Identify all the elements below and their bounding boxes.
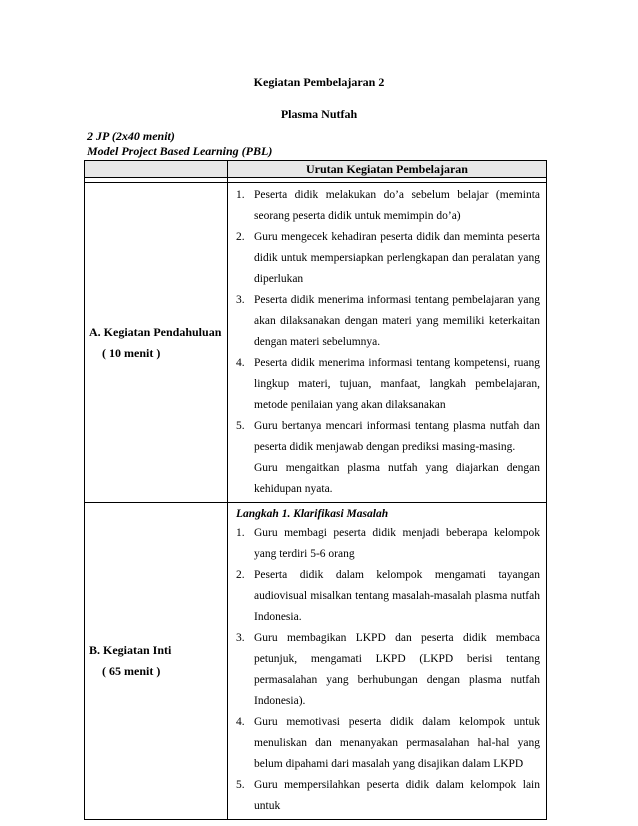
document-title: Kegiatan Pembelajaran 2 [253,75,385,89]
content-cell-inti [228,503,547,820]
list-item [236,416,540,458]
item-number: 4. [236,716,245,728]
stage-duration: ( 10 menit ) [102,345,161,360]
item-text: Guru mempersilahkan peserta didik dalam kelompok lain untuk [254,779,540,812]
list-item [236,227,540,290]
list-item [236,775,540,817]
stage-name: A. Kegiatan Pendahuluan [89,324,222,339]
item-text: Guru mengecek kehadiran peserta didik dan meminta peserta didik untuk mempersiapkan perlengkapan dan peralatan yang diperlukan [254,231,540,285]
item-number: 5. [236,420,245,432]
item-text: Peserta didik menerima informasi tentang pembelajaran yang akan dilaksanakan dengan materi yang memiliki keterkaitan dengan materi sebelumnya. [254,294,540,348]
extra-note: Guru mengaitkan plasma nutfah yang diajarkan dengan kehidupan nyata. [254,462,540,495]
item-number: 1. [236,527,245,539]
activity-list [236,523,540,817]
item-text: Guru memotivasi peserta didik dalam kelompok untuk menuliskan dan menanyakan permasalahan hal-hal yang belum dipahami dari masalah yang disajikan dalam LKPD [254,716,540,770]
item-number: 3. [236,294,245,306]
item-text: Guru bertanya mencari informasi tentang plasma nutfah dan peserta didik menjawab dengan prediksi masing-masing. [254,420,540,453]
item-number: 5. [236,779,245,791]
item-number: 4. [236,357,245,369]
stage-cell-pendahuluan [85,183,228,503]
step-title: Langkah 1. Klarifikasi Masalah [236,508,389,520]
item-number: 1. [236,189,245,201]
item-text: Guru membagi peserta didik menjadi beberapa kelompok yang terdiri 5-6 orang [254,527,540,560]
section-row-inti [85,503,547,820]
learning-model: Model Project Based Learning (PBL) [87,144,273,158]
item-text: Peserta didik dalam kelompok mengamati tayangan audiovisual misalkan tentang masalah-masalah plasma nutfah Indonesia. [254,569,540,623]
item-number: 3. [236,632,245,644]
content-cell-pendahuluan [228,183,547,503]
list-item [236,628,540,712]
document-subtitle: Plasma Nutfah [280,107,358,121]
table-header: Urutan Kegiatan Pembelajaran [228,161,547,178]
list-item [236,290,540,353]
list-item [236,565,540,628]
item-text: Guru membagikan LKPD dan peserta didik membaca petunjuk, mengamati LKPD (LKPD berisi tentang permasalahan yang berhubungan dengan plasma nutfah Indonesia). [254,632,540,707]
item-text: Peserta didik melakukan do’a sebelum belajar (meminta seorang peserta didik untuk memimpin do’a) [254,189,540,222]
activity-list [236,185,540,458]
item-number: 2. [236,569,245,581]
stage-duration: ( 65 menit ) [102,664,161,678]
list-item [236,185,540,227]
header-blank-cell [85,161,228,178]
section-row-pendahuluan [85,183,547,503]
stage-name: B. Kegiatan Inti [89,643,172,657]
list-item [236,353,540,416]
time-allocation: 2 JP (2x40 menit) [87,129,175,143]
list-item [236,523,540,565]
list-item [236,712,540,775]
item-text: Peserta didik menerima informasi tentang kompetensi, ruang lingkup materi, tujuan, manfaat, langkah pembelajaran, metode penilaian yang akan dilaksanakan [254,357,540,411]
table-header-row [85,161,547,178]
stage-cell-inti [85,503,228,820]
lesson-activity-table [84,160,547,820]
item-number: 2. [236,231,245,243]
